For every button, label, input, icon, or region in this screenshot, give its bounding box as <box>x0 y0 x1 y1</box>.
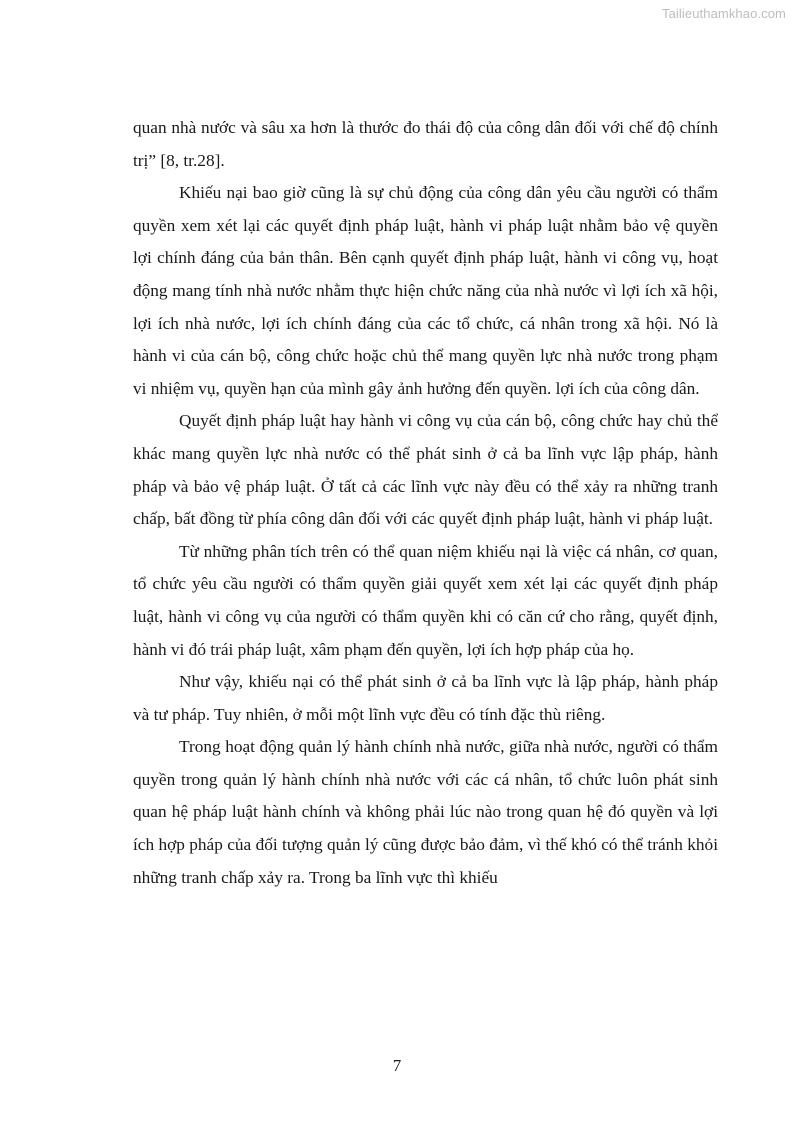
paragraph-continuation: quan nhà nước và sâu xa hơn là thước đo thái độ của công dân đối với chế độ chính trị” [8, tr.28]. <box>133 118 718 170</box>
paragraph: Quyết định pháp luật hay hành vi công vụ của cán bộ, công chức hay chủ thể khác mang quyền lực nhà nước có thể phát sinh ở cả ba lĩnh vực lập pháp, hành pháp và bảo vệ pháp luật. Ở tất cả các lĩnh vực này đều có thể xảy ra những tranh chấp, bất đồng từ phía công dân đối với các quyết định pháp luật, hành vi pháp luật. <box>133 411 718 529</box>
paragraph: Trong hoạt động quản lý hành chính nhà nước, giữa nhà nước, người có thẩm quyền trong quản lý hành chính nhà nước với các cá nhân, tổ chức luôn phát sinh quan hệ pháp luật hành chính và không phải lúc nào trong quan hệ đó quyền và lợi ích hợp pháp của đối tượng quản lý cũng được bảo đảm, vì thế khó có thể tránh khỏi những tranh chấp xảy ra. Trong ba lĩnh vực thì khiếu <box>133 737 718 887</box>
paragraph: Khiếu nại bao giờ cũng là sự chủ động của công dân yêu cầu người có thẩm quyền xem xét lại các quyết định pháp luật, hành vi pháp luật nhằm bảo vệ quyền lợi chính đáng của bản thân. Bên cạnh quyết định pháp luật, hành vi công vụ, hoạt động mang tính nhà nước nhằm thực hiện chức năng của nhà nước vì lợi ích xã hội, lợi ích nhà nước, lợi ích chính đáng của các tổ chức, cá nhân trong xã hội. Nó là hành vi của cán bộ, công chức hoặc chủ thể mang quyền lực nhà nước trong phạm vi nhiệm vụ, quyền hạn của mình gây ảnh hưởng đến quyền. lợi ích của công dân. <box>133 183 718 398</box>
page-number: 7 <box>392 1056 402 1075</box>
paragraph: Từ những phân tích trên có thể quan niệm khiếu nại là việc cá nhân, cơ quan, tổ chức yêu cầu người có thẩm quyền giải quyết xem xét lại các quyết định pháp luật, hành vi công vụ của người có thẩm quyền khi có căn cứ cho rằng, quyết định, hành vi đó trái pháp luật, xâm phạm đến quyền, lợi ích hợp pháp của họ. <box>133 541 718 659</box>
watermark: Tailieuthamkhao.com <box>661 6 786 21</box>
body-text <box>133 112 718 894</box>
paragraph: Như vậy, khiếu nại có thể phát sinh ở cả ba lĩnh vực là lập pháp, hành pháp và tư pháp. Tuy nhiên, ở mỗi một lĩnh vực đều có tính đặc thù riêng. <box>133 672 718 724</box>
